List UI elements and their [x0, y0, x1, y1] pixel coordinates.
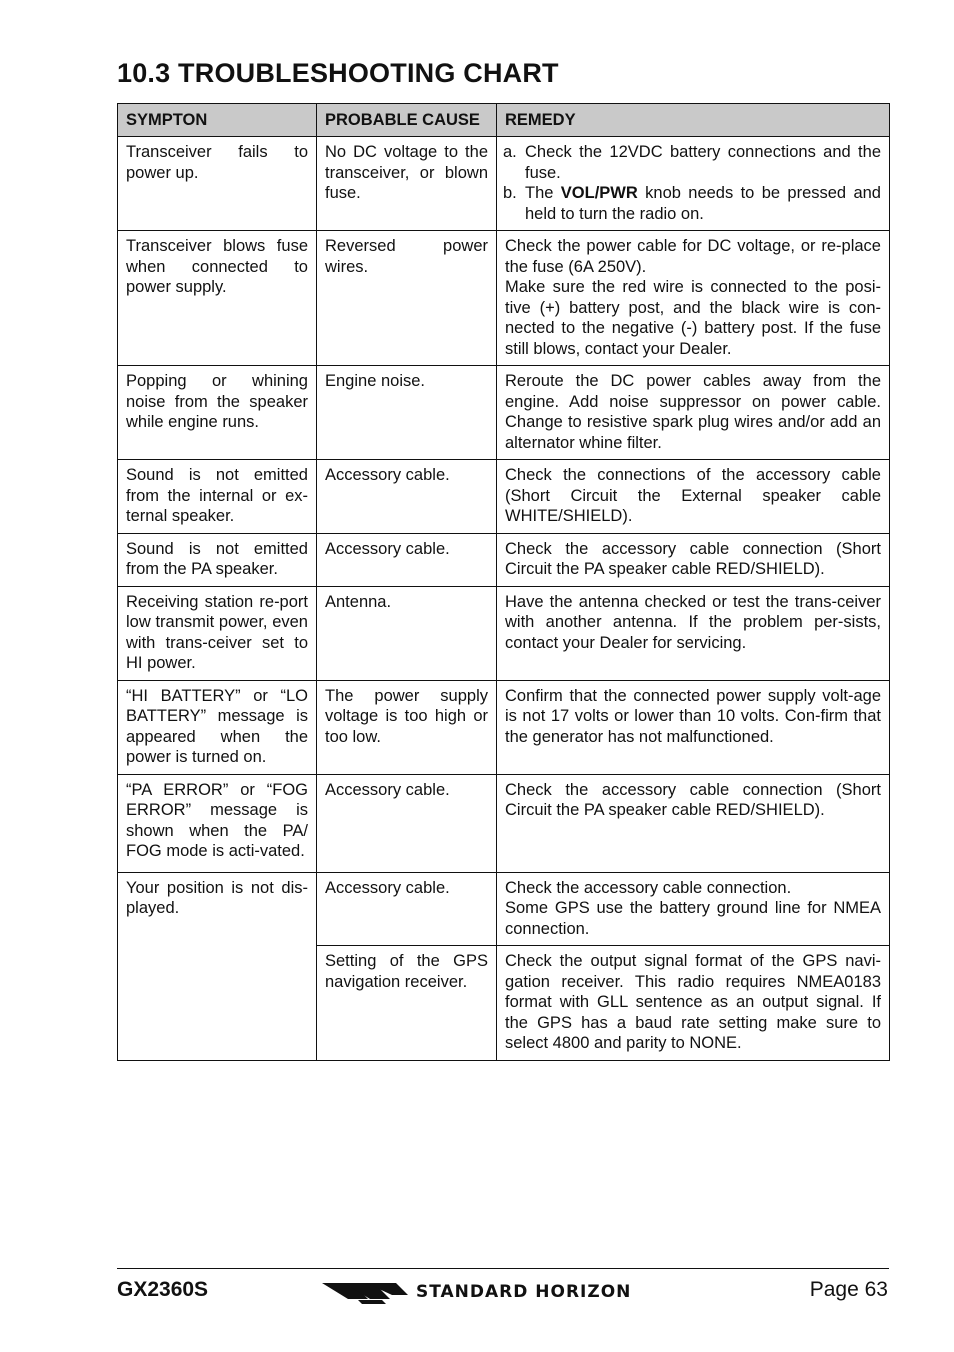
table-header-row [118, 104, 890, 137]
remedy-cell: Check the output signal format of the GPS navi-gation receiver. This radio requires NMEA0183 format with GLL sentence as an output signal. If the GPS has a baud rate setting make sure to select 4800 and parity to NONE. [497, 946, 890, 1061]
table-row [118, 680, 890, 774]
table-row [118, 231, 890, 366]
remedy-text-part: The [525, 184, 561, 202]
remedy-cell: Check the connections of the accessory cable (Short Circuit the External speaker cable WHITE/SHIELD). [497, 460, 890, 534]
symptom-cell: “PA ERROR” or “FOG ERROR” message is shown when the PA/ FOG mode is acti-vated. [118, 774, 317, 872]
list-marker: a. [503, 143, 517, 161]
remedy-cell [497, 231, 890, 366]
symptom-cell: Your position is not dis-played. [118, 872, 317, 1060]
remedy-item [503, 142, 881, 183]
symptom-cell: Sound is not emitted from the PA speaker. [118, 533, 317, 586]
cause-cell: Accessory cable. [317, 460, 497, 534]
model-name: GX2360S [117, 1278, 209, 1301]
table-row [118, 586, 890, 680]
remedy-text: Check the power cable for DC voltage, or re-place the fuse (6A 250V). [505, 237, 881, 276]
cause-cell: Engine noise. [317, 366, 497, 460]
symptom-cell: Transceiver blows fuse when connected to power supply. [118, 231, 317, 366]
brand-wave-icon [322, 1279, 408, 1305]
symptom-cell: Receiving station re-port low transmit power, even with trans-ceiver set to HI power. [118, 586, 317, 680]
cause-cell: Accessory cable. [317, 533, 497, 586]
cause-cell: Reversed power wires. [317, 231, 497, 366]
remedy-text: Check the accessory cable connection. [505, 878, 792, 897]
brand-logo [322, 1279, 631, 1305]
cause-cell: The power supply voltage is too high or too low. [317, 680, 497, 774]
remedy-text: Some GPS use the battery ground line for NMEA connection. [505, 899, 881, 938]
table-row [118, 366, 890, 460]
column-header-remedy: REMEDY [497, 104, 890, 137]
vol-pwr-label: VOL/PWR [560, 184, 638, 202]
troubleshooting-table [117, 103, 890, 1061]
symptom-cell: “HI BATTERY” or “LO BATTERY” message is appeared when the power is turned on. [118, 680, 317, 774]
footer-divider [117, 1268, 889, 1269]
cause-cell: Antenna. [317, 586, 497, 680]
cause-cell: Accessory cable. [317, 872, 497, 946]
table-row [118, 460, 890, 534]
cause-cell: No DC voltage to the transceiver, or blown fuse. [317, 137, 497, 231]
page-number: Page 63 [809, 1278, 888, 1301]
remedy-text-part: knob needs to be pressed and held to turn the radio on. [525, 184, 881, 223]
remedy-cell: Reroute the DC power cables away from the engine. Add noise suppressor on power cable. Change to resistive spark plug wires and/or add an alternator whine filter. [497, 366, 890, 460]
symptom-cell: Sound is not emitted from the internal or ex-ternal speaker. [118, 460, 317, 534]
table-row [118, 533, 890, 586]
symptom-cell: Popping or whining noise from the speaker while engine runs. [118, 366, 317, 460]
remedy-cell: Have the antenna checked or test the trans-ceiver with another antenna. If the problem per-sists, contact your Dealer for servicing. [497, 586, 890, 680]
cause-cell: Setting of the GPS navigation receiver. [317, 946, 497, 1061]
column-header-symptom: SYMPTON [118, 104, 317, 137]
list-marker: b. [503, 184, 517, 202]
symptom-cell: Transceiver fails to power up. [118, 137, 317, 231]
remedy-cell: Check the accessory cable connection (Short Circuit the PA speaker cable RED/SHIELD). [497, 774, 890, 872]
remedy-text [525, 183, 881, 224]
cause-cell: Accessory cable. [317, 774, 497, 872]
remedy-cell: Check the accessory cable connection (Short Circuit the PA speaker cable RED/SHIELD). [497, 533, 890, 586]
remedy-cell: Confirm that the connected power supply volt-age is not 17 volts or lower than 10 volts. Con-firm that the generator has not malfunctioned. [497, 680, 890, 774]
table-row [118, 872, 890, 946]
brand-name: STANDARD HORIZON [416, 1282, 632, 1302]
remedy-text: Check the 12VDC battery connections and the fuse. [525, 143, 881, 182]
remedy-cell [497, 872, 890, 946]
table-row [118, 774, 890, 872]
page-title: 10.3 TROUBLESHOOTING CHART [117, 58, 559, 88]
table-row [118, 137, 890, 231]
remedy-item [503, 183, 881, 224]
remedy-text: Make sure the red wire is connected to the posi-tive (+) battery post, and the black wire is con-nected to the negative (-) battery post. If the fuse still blows, contact your Dealer. [505, 278, 881, 358]
remedy-cell [497, 137, 890, 231]
column-header-cause: PROBABLE CAUSE [317, 104, 497, 137]
